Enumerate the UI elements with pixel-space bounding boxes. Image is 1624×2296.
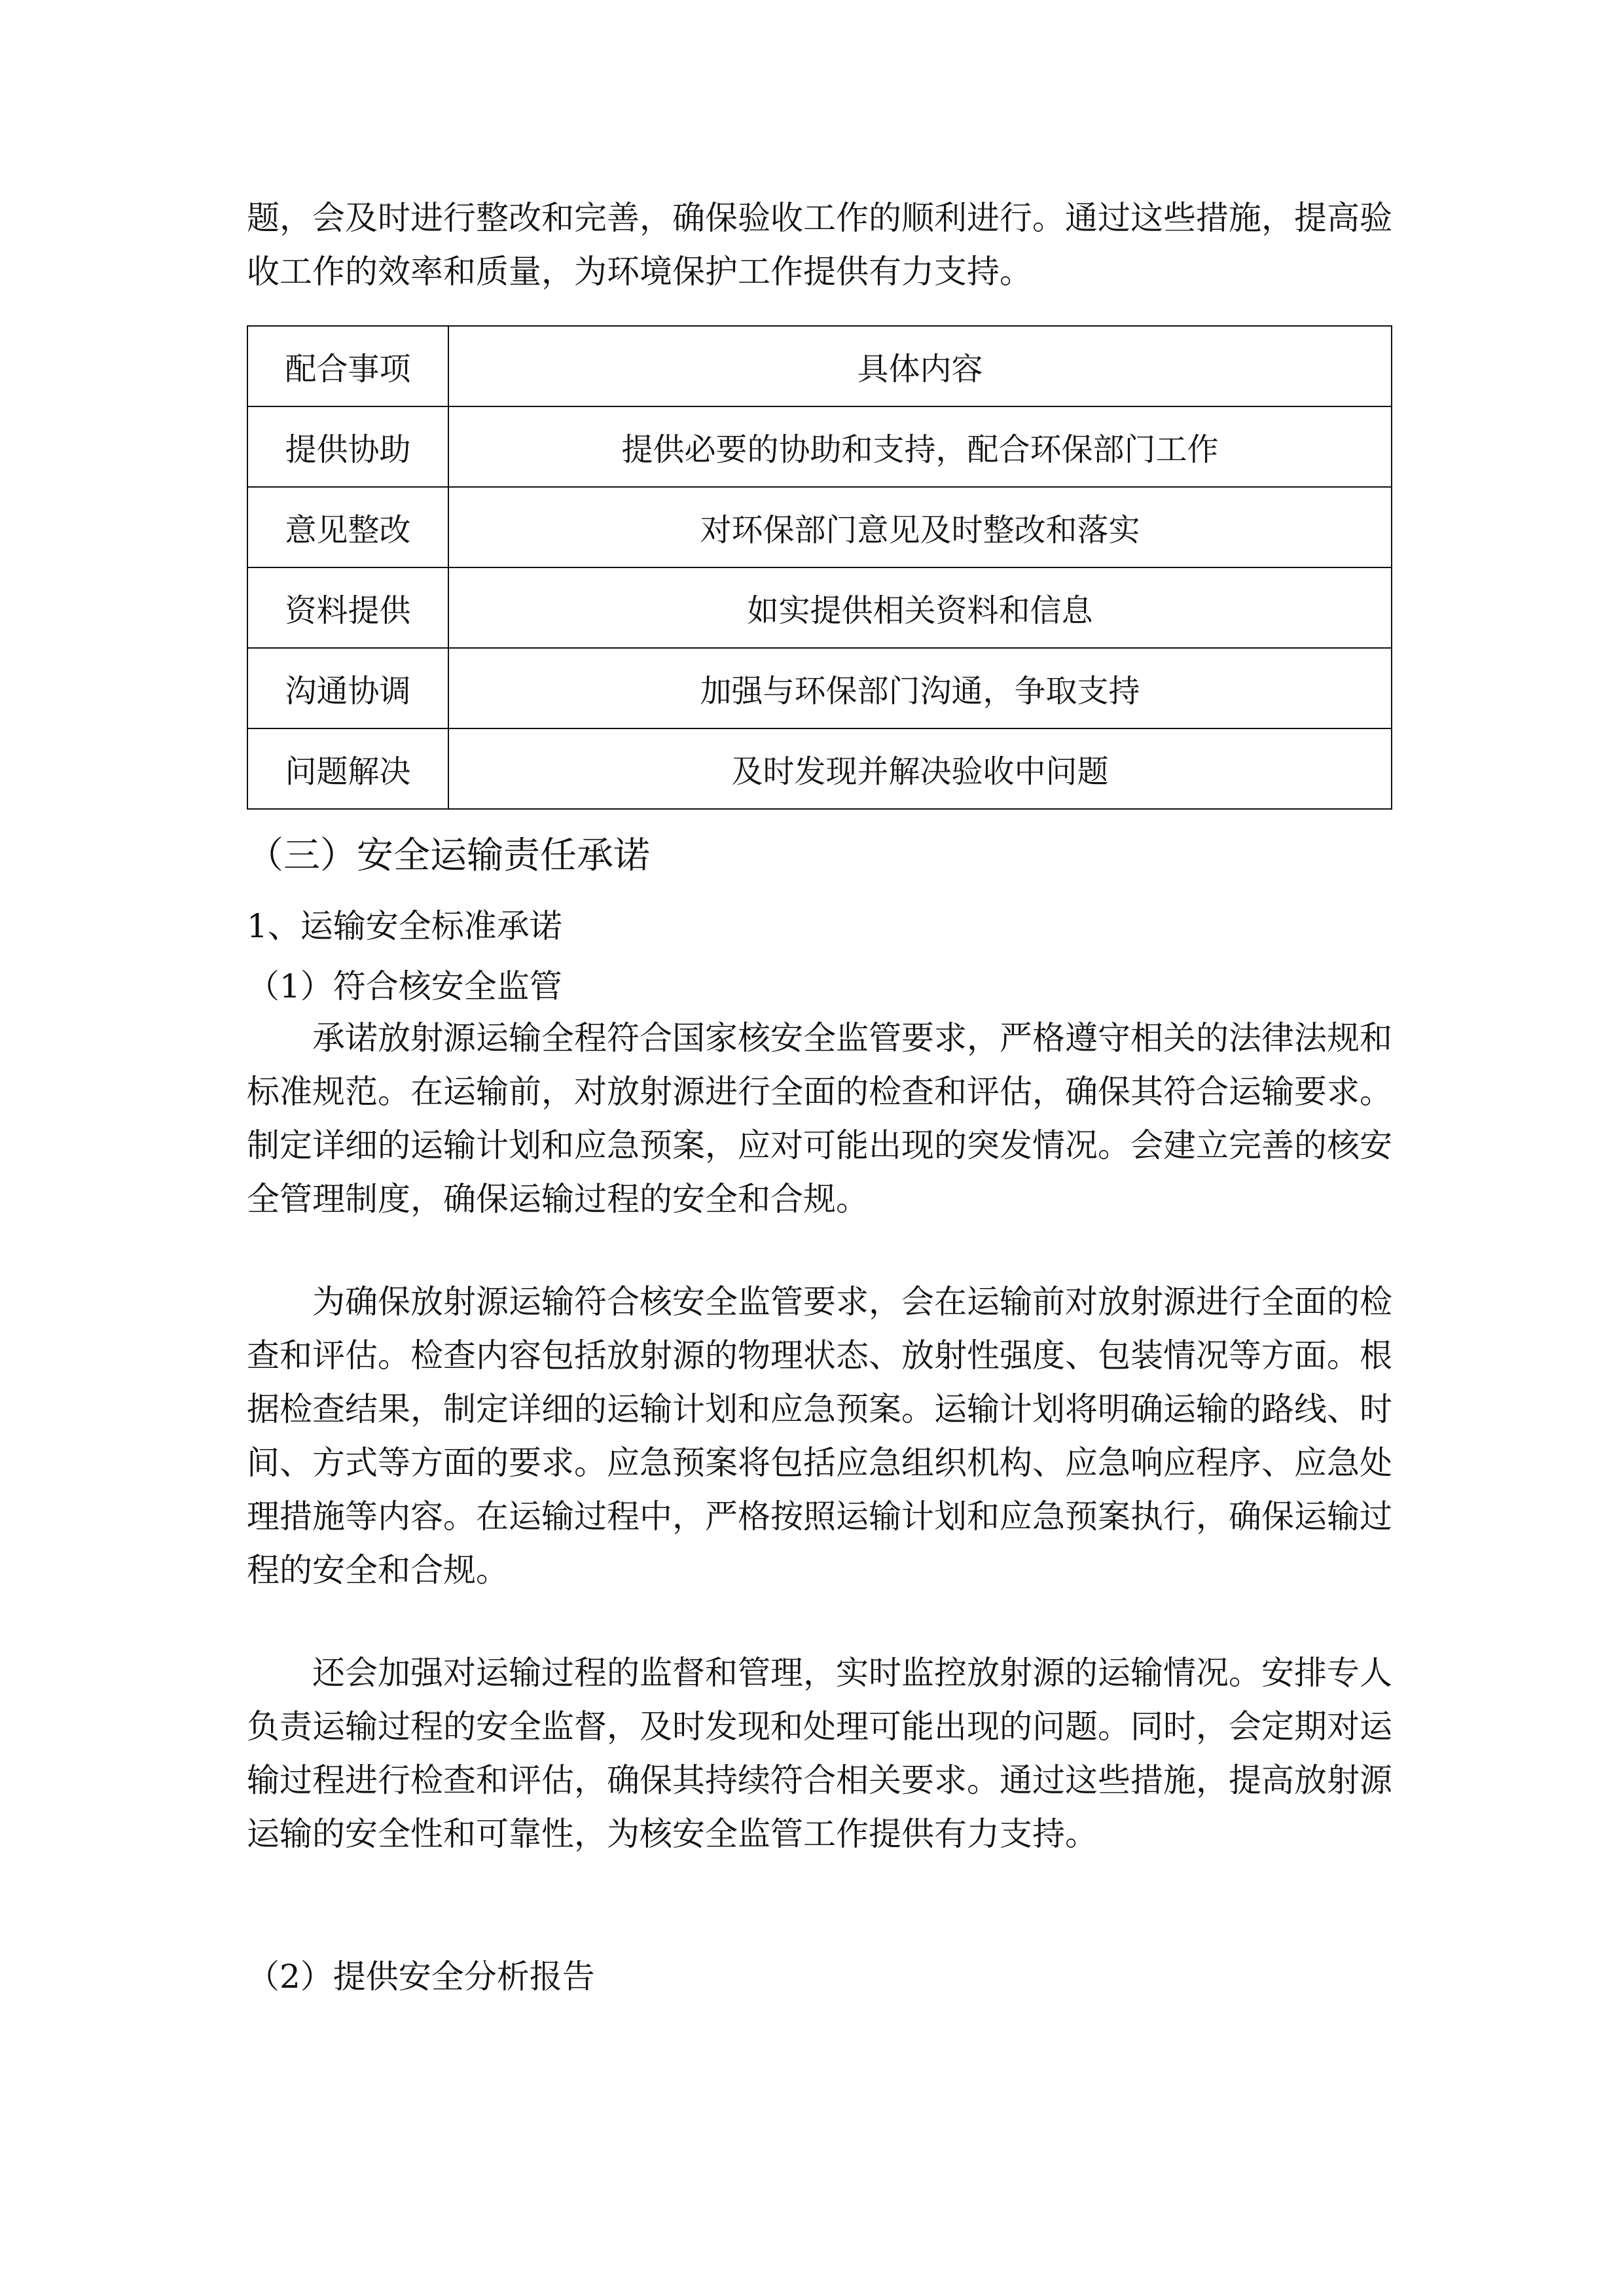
table-cell-value: 对环保部门意见及时整改和落实 — [448, 487, 1392, 567]
table-cell-value: 提供必要的协助和支持，配合环保部门工作 — [448, 406, 1392, 487]
table-cell-key: 沟通协调 — [247, 648, 448, 728]
table-header-cell: 具体内容 — [448, 326, 1392, 406]
table-header-cell: 配合事项 — [247, 326, 448, 406]
table-cell-key: 提供协助 — [247, 406, 448, 487]
table-cell-value: 及时发现并解决验收中问题 — [448, 728, 1392, 809]
table-row — [247, 728, 1392, 809]
subsection-heading: 1、运输安全标准承诺 — [247, 907, 562, 945]
table-cell-key: 意见整改 — [247, 487, 448, 567]
table-cell-key: 问题解决 — [247, 728, 448, 809]
table-cell-key: 资料提供 — [247, 567, 448, 648]
section-heading: （三）安全运输责任承诺 — [247, 834, 650, 877]
table-cell-value: 如实提供相关资料和信息 — [448, 567, 1392, 648]
table-cell-value: 加强与环保部门沟通，争取支持 — [448, 648, 1392, 728]
body-paragraph: 承诺放射源运输全程符合国家核安全监管要求，严格遵守相关的法律法规和标准规范。在运输前，对放射源进行全面的检查和评估，确保其符合运输要求。制定详细的运输计划和应急预案，应对可能出现的突发情况。会建立完善的核安全管理制度，确保运输过程的安全和合规。 — [247, 1019, 1392, 1218]
body-paragraph: 为确保放射源运输符合核安全监管要求，会在运输前对放射源进行全面的检查和评估。检查内容包括放射源的物理状态、放射性强度、包装情况等方面。根据检查结果，制定详细的运输计划和应急预案。运输计划将明确运输的路线、时间、方式等方面的要求。应急预案将包括应急组织机构、应急响应程序、应急处理措施等内容。在运输过程中，严格按照运输计划和应急预案执行，确保运输过程的安全和合规。 — [247, 1283, 1392, 1589]
table-header-row — [247, 326, 1392, 406]
intro-paragraph: 题，会及时进行整改和完善，确保验收工作的顺利进行。通过这些措施，提高验收工作的效率和质量，为环境保护工作提供有力支持。 — [247, 199, 1392, 291]
body-paragraph: 还会加强对运输过程的监督和管理，实时监控放射源的运输情况。安排专人负责运输过程的安全监督，及时发现和处理可能出现的问题。同时，会定期对运输过程进行检查和评估，确保其持续符合相关要求。通过这些措施，提高放射源运输的安全性和可靠性，为核安全监管工作提供有力支持。 — [247, 1654, 1392, 1853]
cooperation-table — [247, 325, 1392, 810]
table-row — [247, 406, 1392, 487]
subsubsection-heading: （1）符合核安全监管 — [247, 967, 562, 1005]
table-row — [247, 567, 1392, 648]
table-row — [247, 487, 1392, 567]
table-row — [247, 648, 1392, 728]
subsubsection-heading: （2）提供安全分析报告 — [247, 1958, 595, 1996]
